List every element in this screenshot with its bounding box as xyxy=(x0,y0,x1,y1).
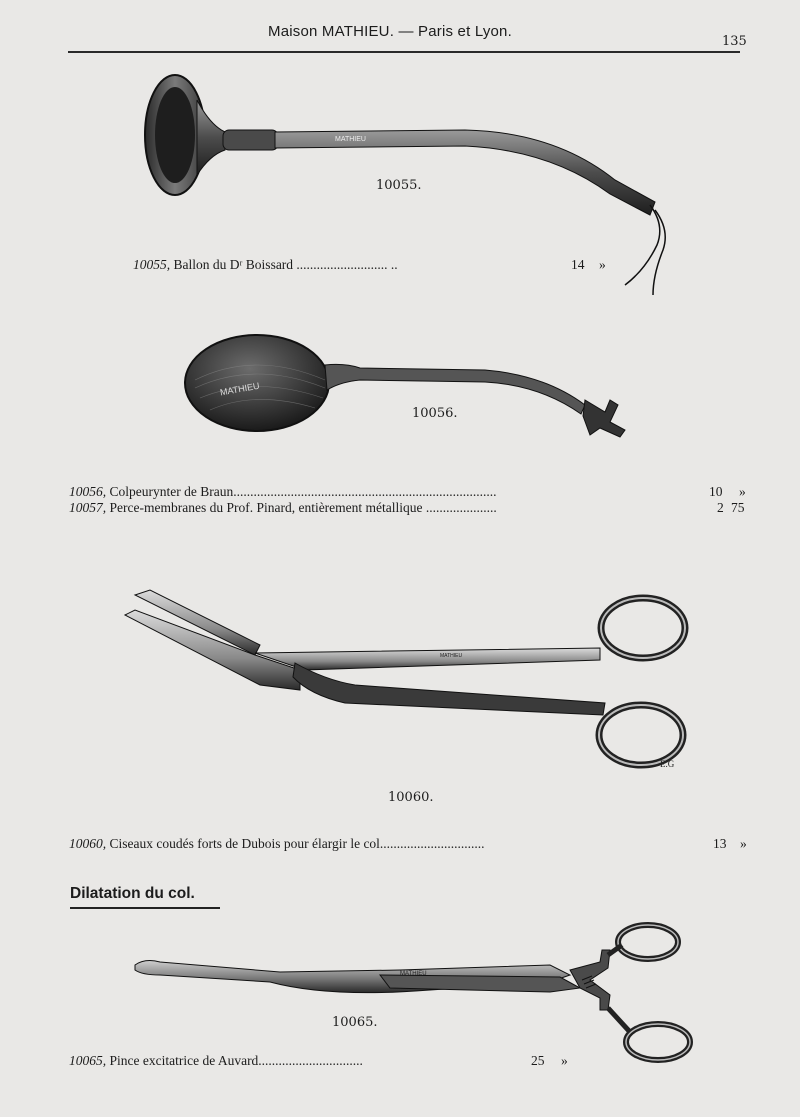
entry-10057 xyxy=(69,500,745,516)
entry-price-unit: » xyxy=(561,1053,568,1068)
entry-price-unit: » xyxy=(740,836,747,851)
section-heading-underline xyxy=(70,907,220,909)
entry-price: 10 xyxy=(709,484,723,499)
section-heading xyxy=(70,885,195,903)
entry-price: 2 xyxy=(717,500,724,515)
entry-text: Colpeurynter de Braun.............................................................................. xyxy=(109,484,497,499)
entry-text: Ballon du Dʳ Boissard ........................... .. xyxy=(173,257,398,272)
figure-number-10060: 10060. xyxy=(388,790,434,805)
engraving-text: MATHIEU xyxy=(400,971,427,977)
page-number: 135 xyxy=(722,34,747,49)
entry-ref: 10057, xyxy=(69,500,107,515)
entry-ref: 10065, xyxy=(69,1053,107,1068)
engraver-signature: E.G xyxy=(660,759,675,769)
entry-ref: 10060, xyxy=(69,836,107,851)
figure-number-10055: 10055. xyxy=(376,178,422,193)
engraving-text: MATHIEU xyxy=(335,136,366,143)
entry-10060 xyxy=(69,836,747,852)
entry-text: Ciseaux coudés forts de Dubois pour élargir le col............................... xyxy=(109,836,485,851)
header-title: Maison MATHIEU. — Paris et Lyon. xyxy=(268,23,512,40)
entry-price: 13 xyxy=(713,836,727,851)
figure-number-10065: 10065. xyxy=(332,1015,378,1030)
entry-price-unit: » xyxy=(599,257,606,272)
entry-10056 xyxy=(69,484,746,500)
illustration-colpeurynter xyxy=(185,330,635,440)
engraving-text: MATHIEU xyxy=(440,653,463,659)
entry-10055 xyxy=(133,257,606,273)
header-rule xyxy=(68,51,740,53)
section-heading-text: Dilatation du col. xyxy=(70,885,195,902)
entry-price-unit: 75 xyxy=(731,500,745,515)
figure-number-10056: 10056. xyxy=(412,406,458,421)
entry-price: 25 xyxy=(531,1053,545,1068)
entry-price: 14 xyxy=(571,257,585,272)
entry-ref: 10055, xyxy=(133,257,171,272)
entry-text: Perce-membranes du Prof. Pinard, entièrement métallique ..................... xyxy=(109,500,497,515)
engraving-text: MATHIEU xyxy=(219,380,261,398)
entry-price-unit: » xyxy=(739,484,746,499)
entry-ref: 10056, xyxy=(69,484,107,499)
illustration-pince-auvard xyxy=(130,920,700,1070)
illustration-ciseaux-dubois xyxy=(125,585,700,785)
entry-10065 xyxy=(69,1053,568,1069)
entry-text: Pince excitatrice de Auvard............................... xyxy=(109,1053,363,1068)
